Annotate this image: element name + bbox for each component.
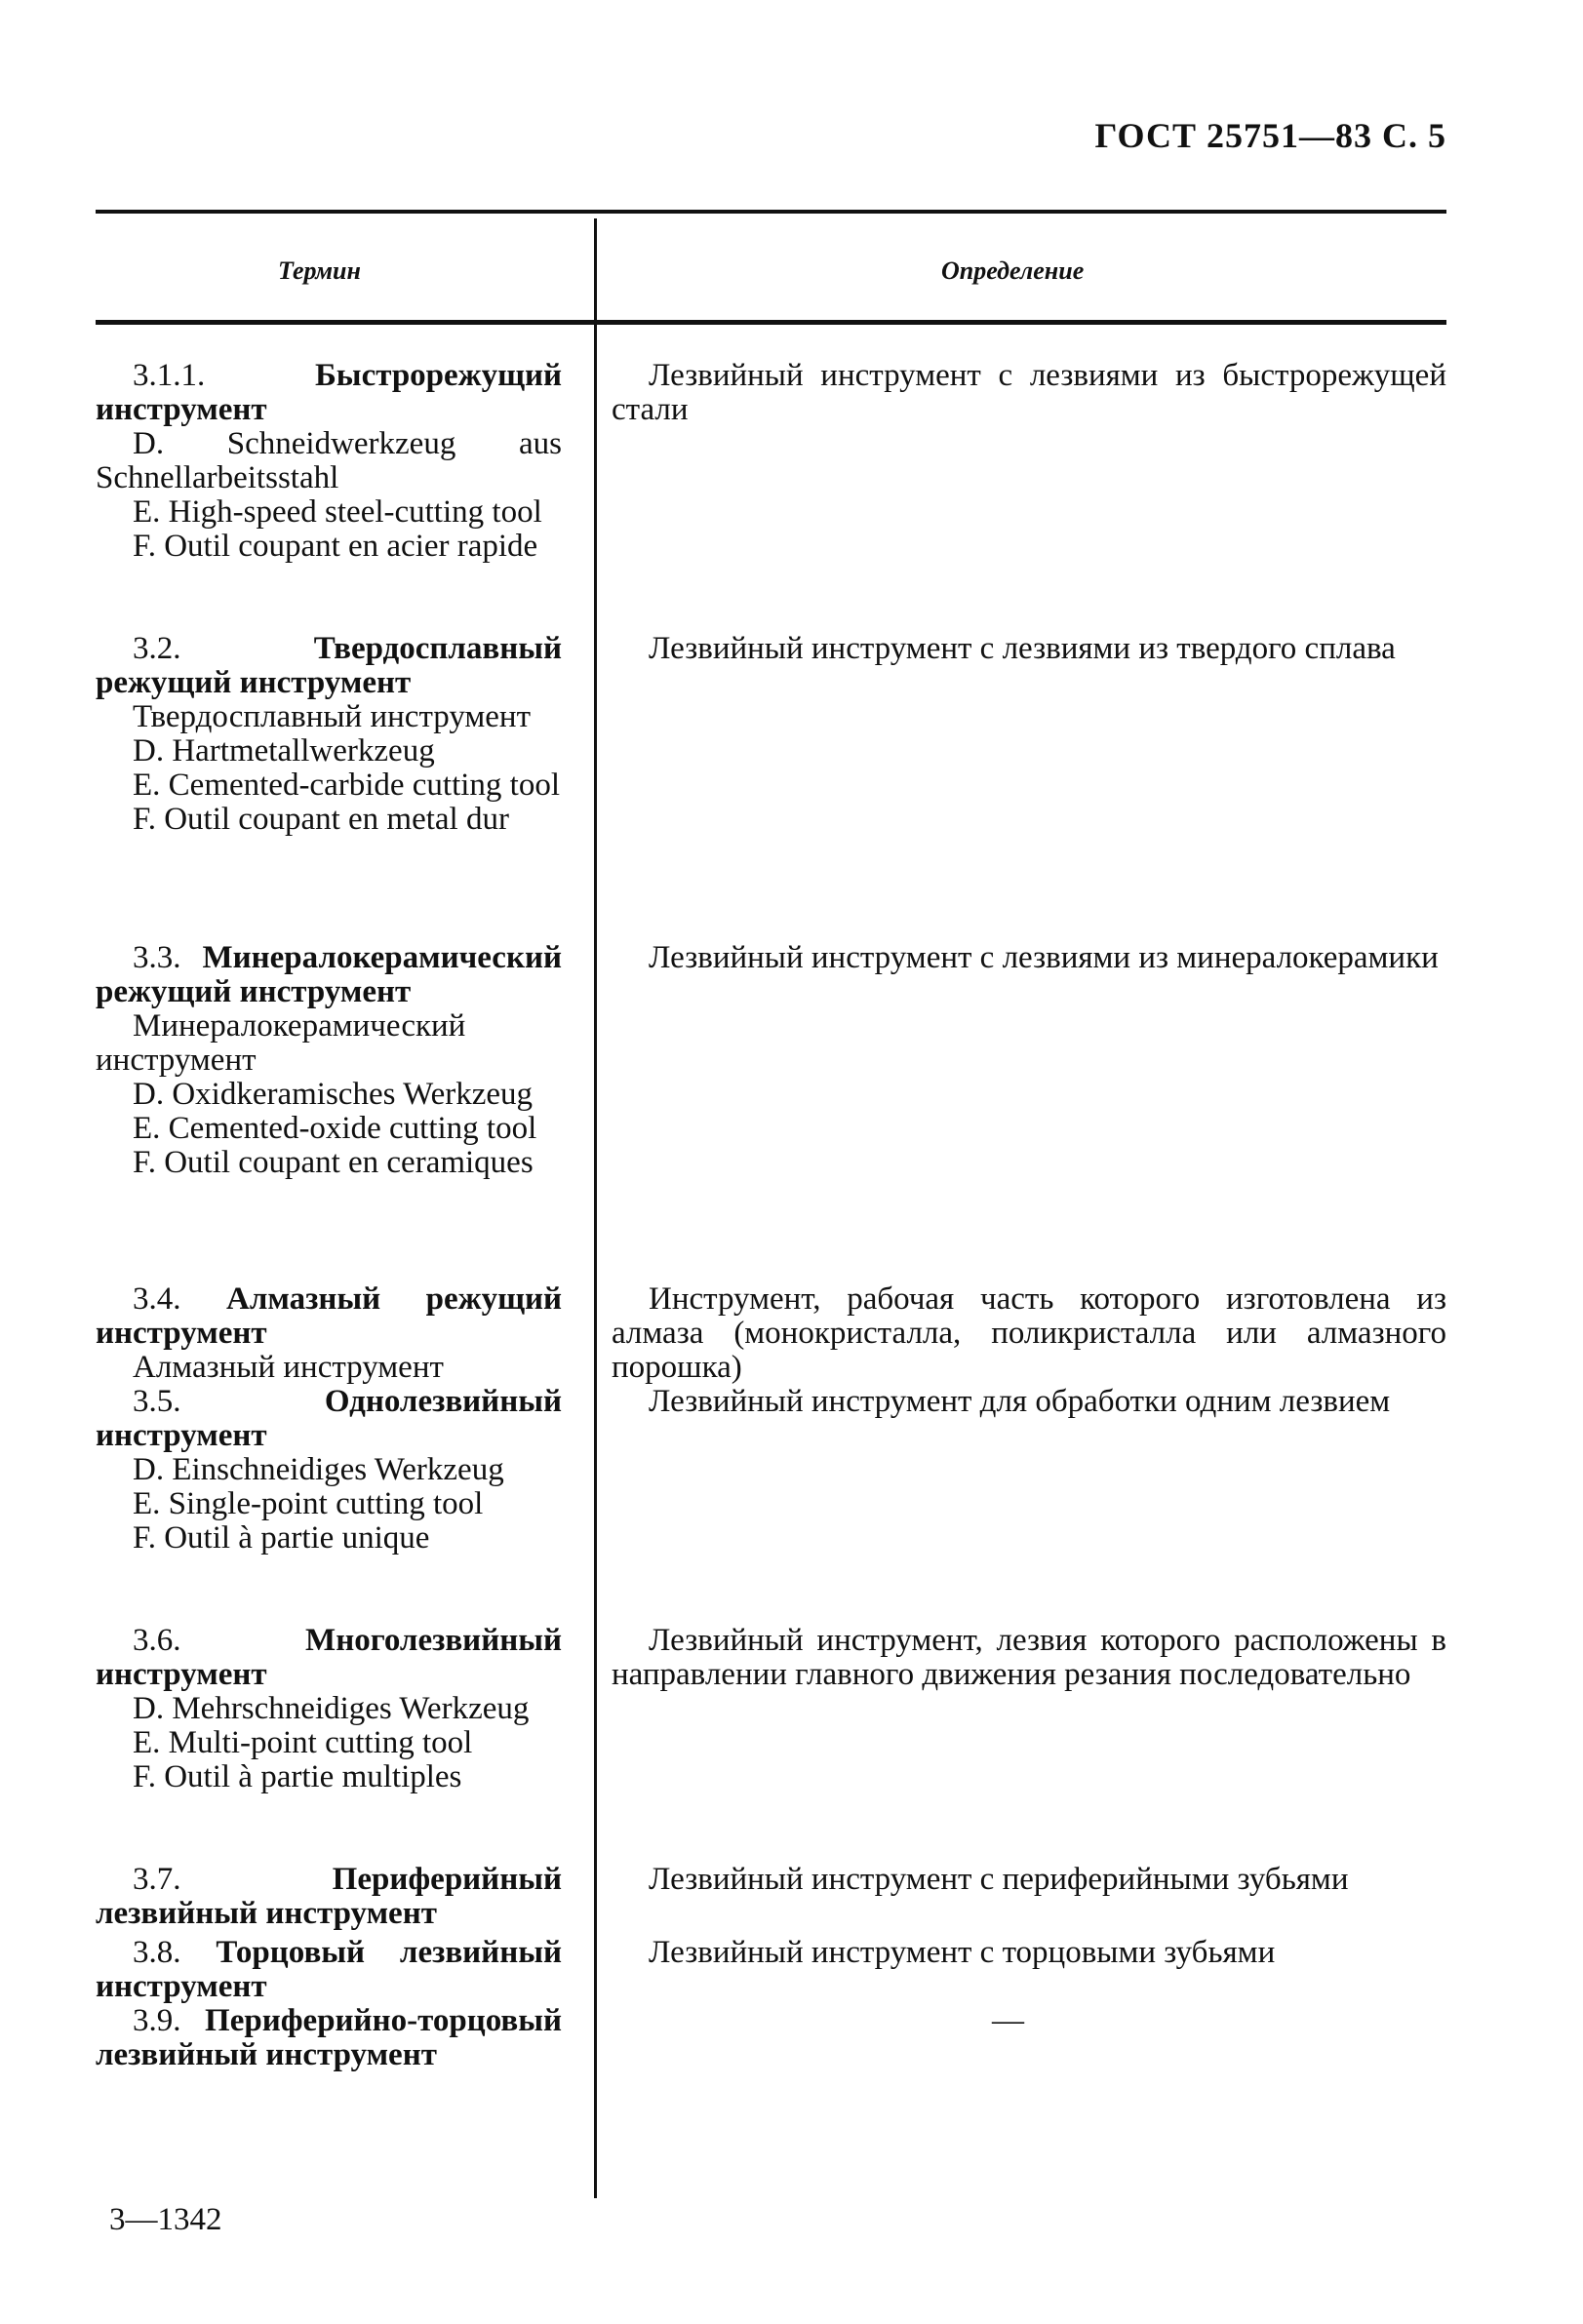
definition-cell [612, 1863, 1446, 1897]
term-title: Периферийный лезвийный инструмент [96, 1862, 562, 1931]
term-cell [96, 1282, 562, 1385]
definition-cell [612, 1936, 1446, 1970]
term-cell [96, 632, 562, 837]
term-en: E. Single-point cutting tool [133, 1486, 484, 1521]
definition-cell [612, 2004, 1446, 2038]
term-cell [96, 1624, 562, 1794]
definition-cell [612, 1282, 1446, 1385]
term-cell [96, 1385, 562, 1556]
term-cell [96, 359, 562, 564]
term-number: 3.1.1. [133, 358, 206, 393]
term-title: Многолезвийный инструмент [96, 1623, 562, 1692]
term-title: Однолезвийный инструмент [96, 1384, 562, 1453]
term-cell [96, 2004, 562, 2072]
definition-cell [612, 359, 1446, 427]
table-header-rule [96, 320, 1446, 325]
term-synonym: Алмазный инструмент [133, 1350, 444, 1385]
term-number: 3.2. [133, 631, 181, 666]
term-title: Торцовый лезвийный инструмент [96, 1935, 562, 2004]
definition-cell [612, 632, 1446, 666]
term-de: D. Mehrschneidiges Werkzeug [133, 1691, 530, 1726]
term-title: Быстрорежущий инструмент [96, 358, 562, 427]
definition-text: Лезвийный инструмент с торцовыми зубьями [649, 1935, 1276, 1970]
term-number: 3.5. [133, 1384, 181, 1419]
term-en: E. Cemented-oxide cutting tool [133, 1111, 537, 1146]
term-title: Минералокерамический режущий инструмент [96, 940, 562, 1009]
term-number: 3.7. [133, 1862, 181, 1897]
term-de: D. Einschneidiges Werkzeug [133, 1452, 504, 1487]
term-de: D. Schneidwerkzeug aus Schnellarbeitsstahl [96, 426, 562, 495]
column-header-definition: Определение [941, 256, 1085, 285]
column-divider [594, 218, 597, 2198]
definition-text: Инструмент, рабочая часть которого изготовлена из алмаза (монокристалла, поликристалла или алмазного порошка) [612, 1281, 1446, 1385]
term-number: 3.6. [133, 1623, 181, 1658]
term-fr: F. Outil coupant en metal dur [133, 802, 509, 837]
term-en: E. Multi-point cutting tool [133, 1725, 473, 1760]
term-title: Алмазный режущий инструмент [96, 1281, 562, 1351]
page-code: 3—1342 [109, 2202, 222, 2237]
definition-cell [612, 941, 1446, 975]
term-en: E. Cemented-carbide cutting tool [133, 768, 561, 803]
term-cell [96, 1936, 562, 2004]
table-top-rule [96, 210, 1446, 214]
term-number: 3.4. [133, 1281, 181, 1317]
term-fr: F. Outil coupant en ceramiques [133, 1145, 534, 1180]
term-number: 3.9. [133, 2003, 181, 2038]
term-number: 3.3. [133, 940, 181, 975]
term-fr: F. Outil à partie unique [133, 1520, 430, 1556]
page-reference: ГОСТ 25751—83 С. 5 [1094, 116, 1446, 155]
column-header-term: Термин [278, 256, 361, 285]
term-de: D. Oxidkeramisches Werkzeug [133, 1077, 534, 1112]
definition-text: Лезвийный инструмент для обработки одним лезвием [649, 1384, 1391, 1419]
definition-text: Лезвийный инструмент с периферийными зубьями [649, 1862, 1349, 1897]
term-fr: F. Outil à partie multiples [133, 1759, 462, 1794]
term-en: E. High-speed steel-cutting tool [133, 494, 542, 530]
definition-text: Лезвийный инструмент с лезвиями из быстрорежущей стали [612, 358, 1446, 427]
term-title: Твердосплавный режущий инструмент [96, 631, 562, 700]
definition-cell [612, 1385, 1446, 1419]
term-de: D. Hartmetallwerkzeug [133, 733, 435, 768]
term-number: 3.8. [133, 1935, 181, 1970]
term-cell [96, 1863, 562, 1931]
definition-text: Лезвийный инструмент с лезвиями из минералокерамики [649, 940, 1439, 975]
term-cell [96, 941, 562, 1180]
definition-cell [612, 1624, 1446, 1692]
term-synonym: Минералокерамический инструмент [96, 1008, 466, 1078]
definition-text: Лезвийный инструмент с лезвиями из твердого сплава [649, 631, 1396, 666]
term-title: Периферийно-торцовый лезвийный инструмент [96, 2003, 562, 2072]
definition-dash: — [992, 2003, 1024, 2038]
definition-text: Лезвийный инструмент, лезвия которого расположены в направлении главного движения резания последовательно [612, 1623, 1446, 1692]
term-synonym: Твердосплавный инструмент [133, 699, 532, 734]
term-fr: F. Outil coupant en acier rapide [133, 529, 538, 564]
